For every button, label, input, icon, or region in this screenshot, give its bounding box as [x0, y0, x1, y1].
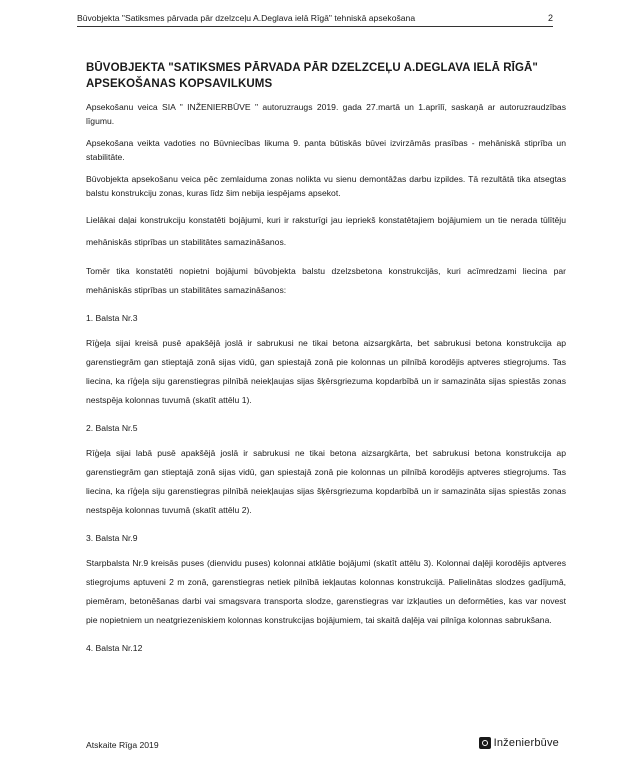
- page-footer: [86, 737, 559, 753]
- paragraph: Apsekošanu veica SIA " INŽENIERBŪVE " autoruzraugs 2019. gada 27.martā un 1.aprīlī, saskaņā ar autoruzraudzības līgumu.: [86, 102, 566, 126]
- company-logo: [479, 737, 559, 749]
- paragraph: Tomēr tika konstatēti nopietni bojājumi būvobjekta balstu dzelzsbetona konstrukcijās, kuri acīmredzami liecina par mehāniskās stiprības un stabilitātes samazināšanos:: [86, 266, 566, 295]
- paragraph: Starpbalsta Nr.9 kreisās puses (dienvidu puses) kolonnai atklātie bojājumi (skatīt attēlu 3). Kolonnai daļēji korodējis aptveres stiegrojums aptuveni 2 m zonā, garenstiegras netiek pilnībā iekļautas kolonnas konstrukcijā. Palielinātas slodzes gadījumā, piemēram, betonēšanas darbi vai smagsvara transporta slodze, garenstiegras var izkļauties un deformēties, kas var novest pie nopietniem un neatgriezeniskiem kolonnas konstrukcijas bojājumiem, tai skaitā daļēja vai pilnīga kolonnas sabrukšana.: [86, 558, 566, 625]
- logo-mark-icon: [479, 737, 491, 749]
- document-body: [86, 60, 566, 655]
- paragraph: Rīģeļa sijai kreisā pusē apakšējā joslā ir sabrukusi ne tikai betona aizsargkārta, bet sabrukusi betona konstrukcija ap garenstiegrām gan stieptajā zonā sijas vidū, gan spiestajā zonā pie kolonnas un pilnībā korodējis aptveres stiegrojums. Tas liecina, ka rīģeļa siju garenstiegras pilnībā neiekļaujas sijas šķērsgriezuma kopdarbībā un ir samazināta sijas spiestās zonas nestspēja kolonnas tuvumā (skatīt attēlu 1).: [86, 338, 566, 405]
- paragraph: Lielākai daļai konstrukciju konstatēti bojājumi, kuri ir raksturīgi jau iepriekš konstatētajiem bojājumiem un tie nerada tūlītēju mehāniskās stiprības un stabilitātes samazināšanos.: [86, 215, 566, 247]
- header-title: Būvobjekta "Satiksmes pārvada pār dzelzceļu A.Deglava ielā Rīgā" tehniskā apsekošana: [77, 13, 416, 23]
- page-header: [77, 12, 553, 27]
- subsection-title: 2. Balsta Nr.5: [86, 423, 138, 433]
- subsection-title: 4. Balsta Nr.12: [86, 643, 143, 653]
- subsection-title: 3. Balsta Nr.9: [86, 533, 138, 543]
- logo-text: Inženierbūve: [493, 737, 559, 749]
- paragraph: Rīģeļa sijai labā pusē apakšējā joslā ir sabrukusi ne tikai betona aizsargkārta, bet sabrukusi betona konstrukcija ap garenstiegrām gan stieptajā zonā sijas vidū, gan spiestajā zonā pie kolonnas un pilnībā korodējis aptveres stiegrojums. Tas liecina, ka rīģeļa siju garenstiegras pilnībā neiekļaujas sijas šķērsgriezuma kopdarbībā un ir samazināta sijas spiestās zonas nestspēja kolonnas tuvumā (skatīt attēlu 2).: [86, 448, 566, 515]
- paragraph: Būvobjekta apsekošanu veica pēc zemlaiduma zonas nolikta vu sienu demontāžas darbu izpildes. Tā rezultātā tika atsegtas balstu konstrukciju zonas, kuras līdz šim nebija iespējams apsekot.: [86, 174, 566, 198]
- footer-text: Atskaite Rīga 2019: [86, 740, 159, 750]
- subsection-title: 1. Balsta Nr.3: [86, 313, 138, 323]
- section-heading: BŪVOBJEKTA "SATIKSMES PĀRVADA PĀR DZELZCEĻU A.DEGLAVA IELĀ RĪGĀ" APSEKOŠANAS KOPSAVILKUMS: [86, 62, 538, 90]
- page-number: 2: [547, 13, 553, 23]
- paragraph: Apsekošana veikta vadoties no Būvniecības likuma 9. panta būtiskās būvei izvirzāmās prasības - mehāniskā stiprība un stabilitāte.: [86, 138, 566, 162]
